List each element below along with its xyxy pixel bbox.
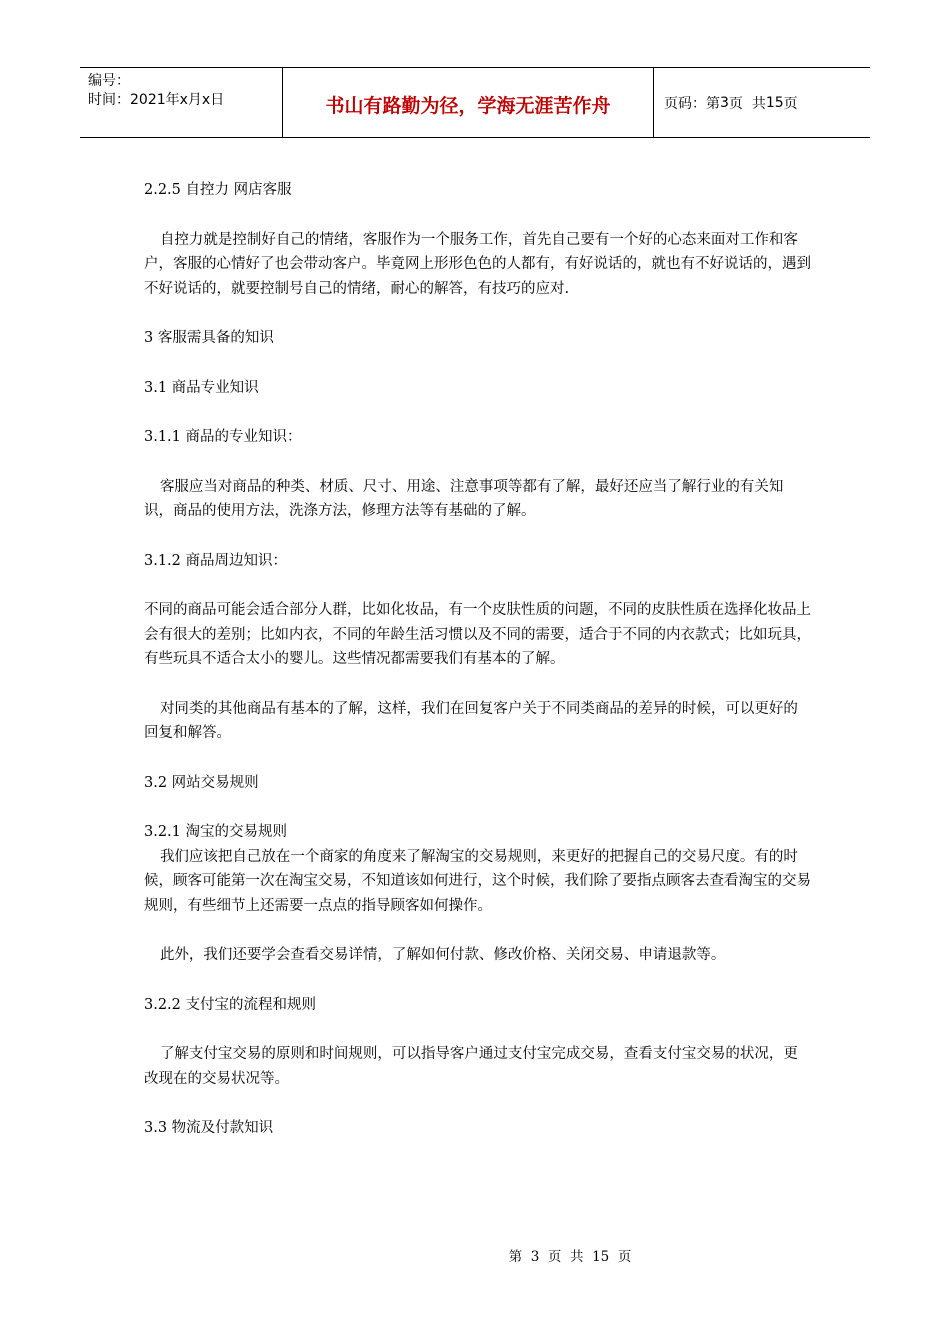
body-paragraph: 对同类的其他商品有基本的了解，这样，我们在回复客户关于不同类商品的差异的时候，可以更好的回复和解答。 — [144, 700, 798, 741]
document-number-label: 编号： — [88, 73, 130, 89]
document-time-label: 时间：2021年x月x日 — [88, 92, 225, 108]
header-motto: 书山有路勤为径，学海无涯苦作舟 — [282, 68, 654, 137]
page-header — [80, 67, 870, 138]
header-page-label: 页码：第 — [664, 95, 720, 112]
body-paragraph: 客服应当对商品的种类、材质、尺寸、用途、注意事项等都有了解，最好还应当了解行业的有关知识，商品的使用方法，洗涤方法，修理方法等有基础的了解。 — [144, 478, 784, 519]
section-heading: 2.2.5 自控力 网店客服 — [144, 182, 292, 198]
body-paragraph: 了解支付宝交易的原则和时间规则，可以指导客户通过支付宝完成交易，查看支付宝交易的状况，更改现在的交易状况等。 — [144, 1046, 798, 1087]
footer-mid: 页 共 — [547, 1249, 584, 1265]
body-paragraph: 我们应该把自己放在一个商家的角度来了解淘宝的交易规则，来更好的把握自己的交易尺度。有的时候，顾客可能第一次在淘宝交易，不知道该如何进行，这个时候，我们除了要指点顾客去查看淘宝的交易规则，有些细节上还需要一点点的指导顾客如何操作。 — [144, 848, 811, 914]
section-heading: 3.2 网站交易规则 — [144, 774, 259, 791]
header-page-end: 页 — [783, 95, 798, 112]
header-page-info — [654, 68, 870, 137]
header-page-current: 3 — [720, 94, 729, 111]
section-heading: 3.2.2 支付宝的流程和规则 — [144, 996, 317, 1013]
section-heading: 3.3 物流及付款知识 — [144, 1120, 274, 1136]
section-heading: 3.2.1 淘宝的交易规则 — [144, 824, 288, 840]
body-paragraph: 不同的商品可能会适合部分人群，比如化妆品，有一个皮肤性质的问题，不同的皮肤性质在选择化妆品上会有很大的差别；比如内衣，不同的年龄生活习惯以及不同的需要，适合于不同的内衣款式；比如玩具，有些玩具不适合太小的婴儿。这些情况都需要我们有基本的了解。 — [144, 602, 811, 667]
page-footer — [0, 1245, 950, 1265]
document-body — [144, 178, 812, 1166]
body-paragraph: 此外，我们还要学会查看交易详情，了解如何付款、修改价格、关闭交易、申请退款等。 — [159, 947, 726, 963]
body-paragraph: 自控力就是控制好自己的情绪，客服作为一个服务工作，首先自己要有一个好的心态来面对工作和客户，客服的心情好了也会带动客户。毕竟网上形形色色的人都有，有好说话的，就也有不好说话的，遇到不好说话的，就要控制号自己的情绪，耐心的解答，有技巧的应对. — [144, 231, 811, 297]
header-page-mid: 页 共 — [728, 95, 766, 112]
footer-prefix: 第 — [508, 1249, 523, 1265]
section-heading: 3 客服需具备的知识 — [144, 330, 274, 346]
section-heading: 3.1.2 商品周边知识： — [144, 552, 288, 569]
header-info — [80, 68, 282, 137]
footer-suffix: 页 — [617, 1249, 632, 1265]
header-page-total: 15 — [765, 94, 784, 111]
footer-current-page: 3 — [530, 1249, 540, 1265]
section-heading: 3.1.1 商品的专业知识： — [144, 429, 302, 445]
section-heading: 3.1 商品专业知识 — [144, 379, 259, 396]
footer-total-pages: 15 — [592, 1249, 610, 1265]
